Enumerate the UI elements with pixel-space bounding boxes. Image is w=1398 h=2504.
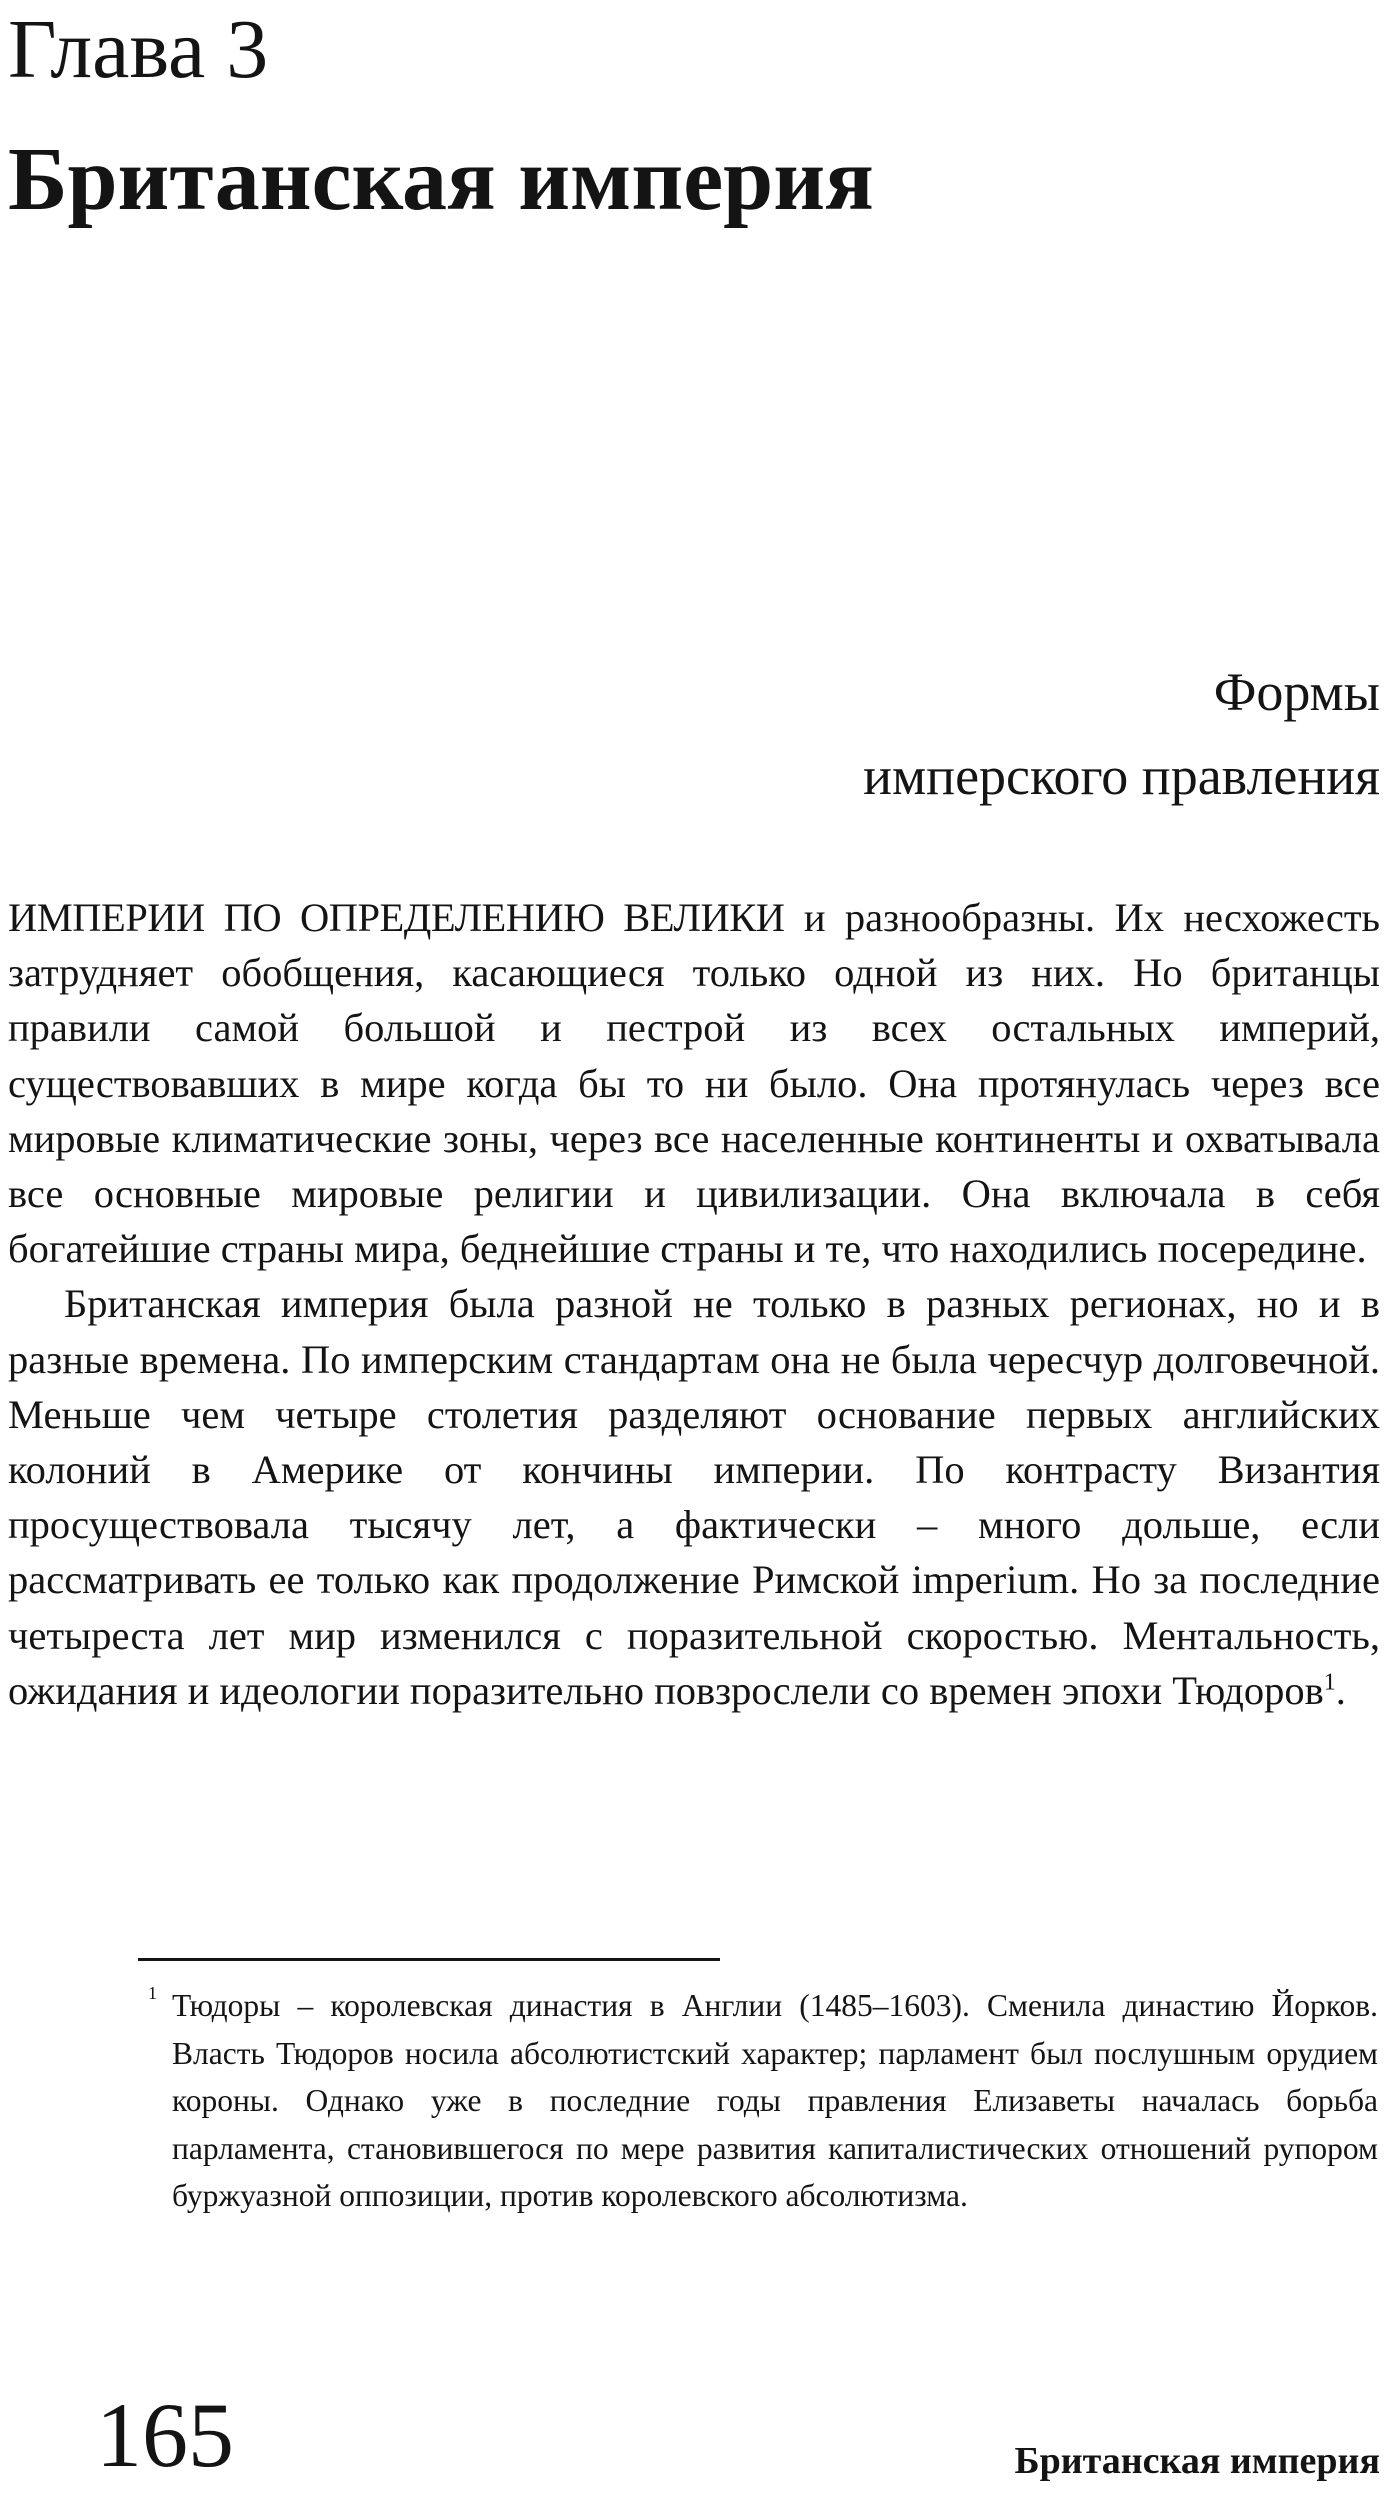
footnote-text: Тюдоры – королевская династия в Англии (1485–1603). Сменила династию Йорков. Власть Тюдоров носила абсолютистский характер; парламент был послушным орудием короны. Однако уже в последние годы правления Елизаветы началась борьба парламента, становившегося по мере развития капиталистических отношений рупором буржуазной оппозиции, против королевского абсолютизма. (172, 1988, 1378, 2213)
running-footer-title: Британская империя (1014, 2440, 1380, 2482)
footnote (148, 1982, 1378, 2220)
footnote-divider (138, 1958, 720, 1961)
paragraph-2-text: Британская империя была разной не только в разных регионах, но и в разные времена. По имперским стандартам она не была чересчур долговечной. Меньше чем четыре столетия разделяют основание первых английских колоний в Америке от кончины империи. По контрасту Византия просуществовала тысячу лет, а фактически – много дольше, если рассматривать ее только как продолжение Римской imperium. Но за последние четыреста лет мир изменился с поразительной скоростью. Ментальность, ожидания и идеологии поразительно повзрослели со времен эпохи Тюдоров (8, 1281, 1380, 1713)
paragraph-2: Британская империя была разной не только в разных регионах, но и в разные времена. По имперским стандартам она не была чересчур долговечной. Меньше чем четыре столетия разделяют основание первых английских колоний в Америке от кончины империи. По контрасту Византия просуществовала тысячу лет, а фактически – много дольше, если рассматривать ее только как продолжение Римской imperium. Но за последние четыреста лет мир изменился с поразительной скоростью. Ментальность, ожидания и идеологии поразительно повзрослели со времен эпохи Тюдоров$^1$. (8, 1281, 1380, 1713)
section-heading-line-2: имперского правления (863, 746, 1380, 806)
paragraph-1-rest: и разнообразны. Их несхожесть затрудняет обобщения, касающиеся только одной из них. Но британцы правили самой большой и пестрой из всех остальных империй, существовавших в мире когда бы то ни было. Она протянулась через все мировые климатические зоны, через все населенные континенты и охватывала все основные мировые религии и цивилизации. Она включала в себя богатейшие страны мира, беднейшие страны и те, что находились посередине. (8, 895, 1380, 1272)
paragraph-1-lead: ИМПЕРИИ ПО ОПРЕДЕЛЕНИЮ ВЕЛИКИ (8, 895, 785, 940)
paragraph-1 (8, 890, 1380, 1276)
section-heading (863, 650, 1380, 818)
chapter-title: Британская империя (8, 130, 874, 229)
section-heading-line-1: Формы (1213, 662, 1380, 722)
chapter-label: Глава 3 (8, 3, 269, 96)
footnote-marker: 1 (148, 1983, 157, 2003)
page-number: 165 (96, 2384, 234, 2486)
footnote-reference: 1 (1323, 1669, 1336, 1696)
body-text (8, 890, 1380, 1718)
